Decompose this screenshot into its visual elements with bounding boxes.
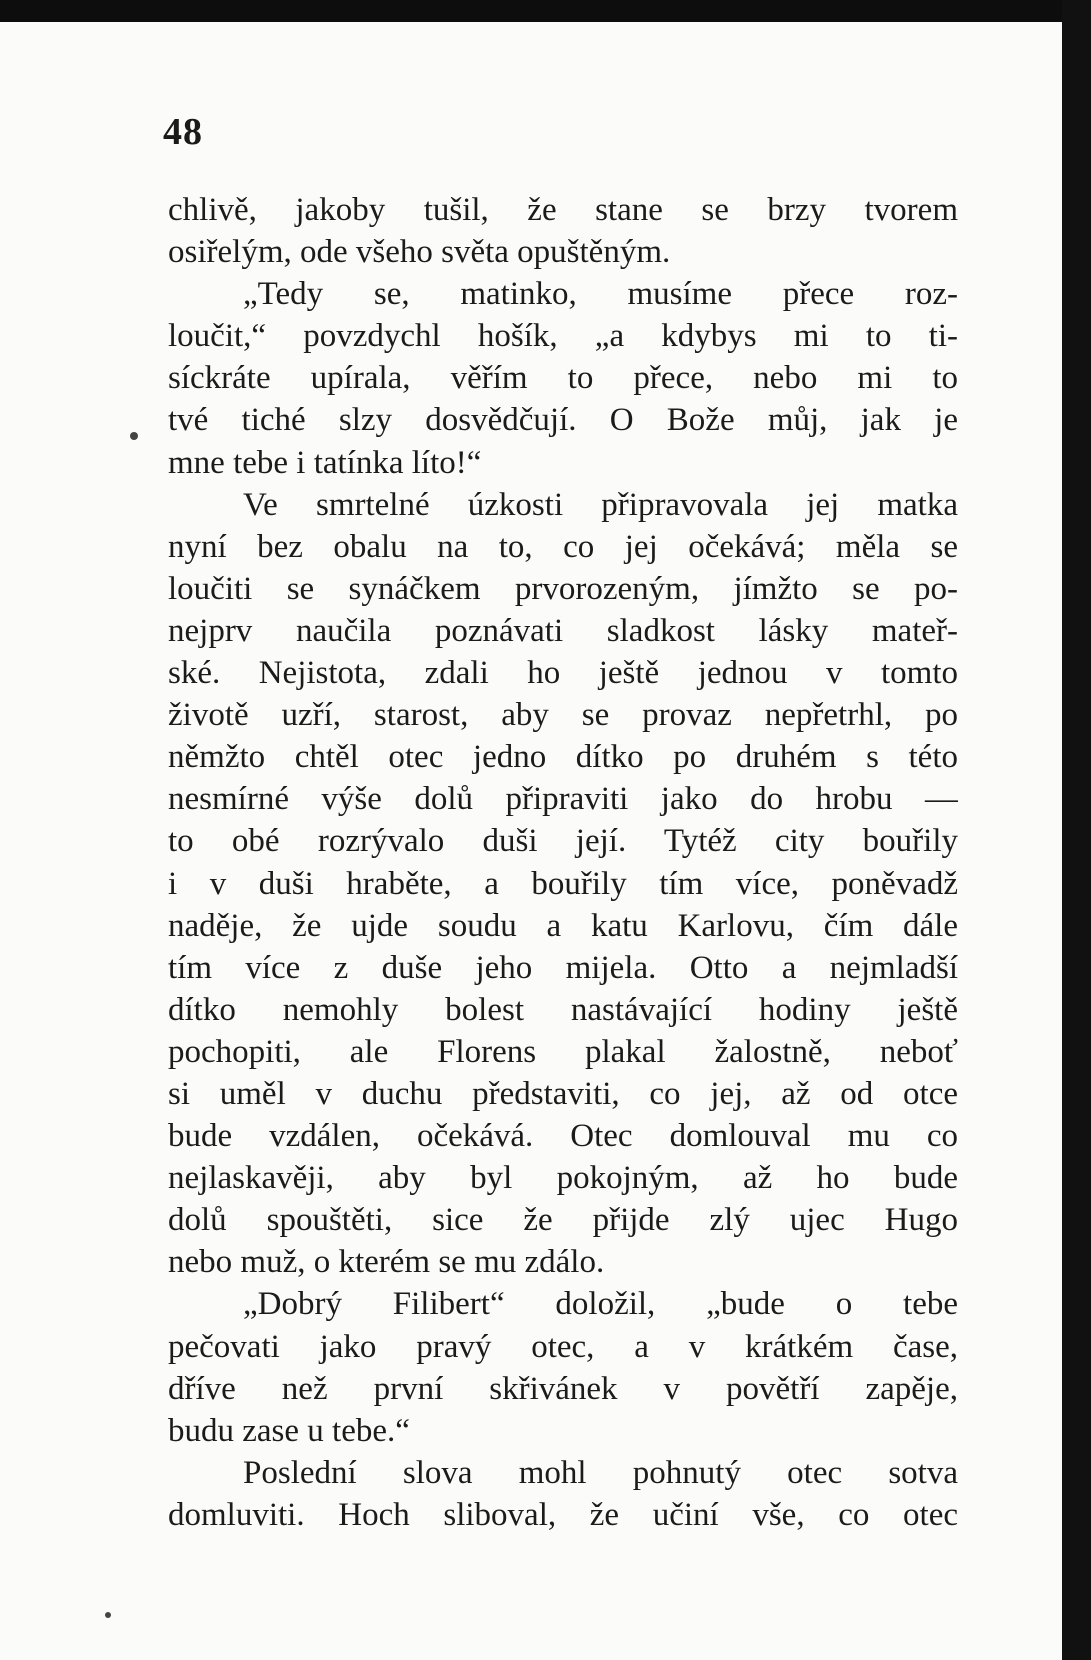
text-line: i v duši hraběte, a bouřily tím více, poněvadž bbox=[168, 865, 958, 902]
text-line: pochopiti, ale Florens plakal žalostně, neboť bbox=[168, 1033, 958, 1070]
text-line: tím více z duše jeho mijela. Otto a nejmladší bbox=[168, 949, 958, 986]
text-line: dříve než první skřivánek v povětří zapěje, bbox=[168, 1370, 958, 1407]
text-line: ské. Nejistota, zdali ho ještě jednou v tomto bbox=[168, 655, 958, 692]
text-line: bude vzdálen, očekává. Otec domlouval mu co bbox=[168, 1118, 958, 1155]
ink-speck bbox=[105, 1612, 111, 1618]
body-text bbox=[168, 189, 958, 1536]
text-line: dítko nemohly bolest nastávající hodiny ještě bbox=[168, 991, 958, 1028]
text-line: budu zase u tebe.“ bbox=[168, 1412, 410, 1449]
text-line: loučiti se synáčkem prvorozeným, jímžto se po- bbox=[168, 570, 958, 607]
page-number: 48 bbox=[163, 111, 203, 153]
text-line: nesmírné výše dolů připraviti jako do hrobu — bbox=[168, 781, 958, 818]
text-line: to obé rozrývalo duši její. Tytéž city bouřily bbox=[168, 823, 958, 860]
page-edge-shadow bbox=[1062, 0, 1091, 1660]
text-line: nyní bez obalu na to, co jej očekává; měla se bbox=[168, 528, 958, 565]
text-line: nebo muž, o kterém se mu zdálo. bbox=[168, 1244, 605, 1281]
text-line: „Dobrý Filibert“ doložil, „bude o tebe bbox=[243, 1286, 958, 1323]
text-line: si uměl v duchu představiti, co jej, až od otce bbox=[168, 1075, 958, 1112]
text-line: loučit,“ povzdychl hošík, „a kdybys mi to ti- bbox=[168, 318, 958, 355]
text-line: Poslední slova mohl pohnutý otec sotva bbox=[243, 1454, 958, 1491]
text-line: němžto chtěl otec jedno dítko po druhém s této bbox=[168, 739, 958, 776]
text-line: síckráte upírala, věřím to přece, nebo mi to bbox=[168, 360, 958, 397]
text-line: životě uzří, starost, aby se provaz nepřetrhl, po bbox=[168, 697, 958, 734]
text-line: mne tebe i tatínka líto!“ bbox=[168, 444, 482, 481]
text-line: chlivě, jakoby tušil, že stane se brzy tvorem bbox=[168, 192, 958, 228]
text-line: Ve smrtelné úzkosti připravovala jej matka bbox=[243, 486, 958, 523]
text-line: naděje, že ujde soudu a katu Karlovu, čím dále bbox=[168, 907, 958, 944]
text-line: tvé tiché slzy dosvědčují. O Bože můj, jak je bbox=[168, 402, 958, 439]
text-line: nejprv naučila poznávati sladkost lásky mateř- bbox=[168, 612, 958, 649]
text-line: dolů spouštěti, sice že přijde zlý ujec Hugo bbox=[168, 1202, 958, 1239]
text-line: „Tedy se, matinko, musíme přece roz- bbox=[243, 276, 958, 313]
text-line: pečovati jako pravý otec, a v krátkém čase, bbox=[168, 1328, 958, 1365]
text-line: domluviti. Hoch sliboval, že učiní vše, co otec bbox=[168, 1496, 958, 1533]
text-line: osiřelým, ode všeho světa opuštěným. bbox=[168, 234, 671, 271]
text-line: nejlaskavěji, aby byl pokojným, až ho bude bbox=[168, 1160, 958, 1197]
ink-speck bbox=[130, 432, 138, 440]
